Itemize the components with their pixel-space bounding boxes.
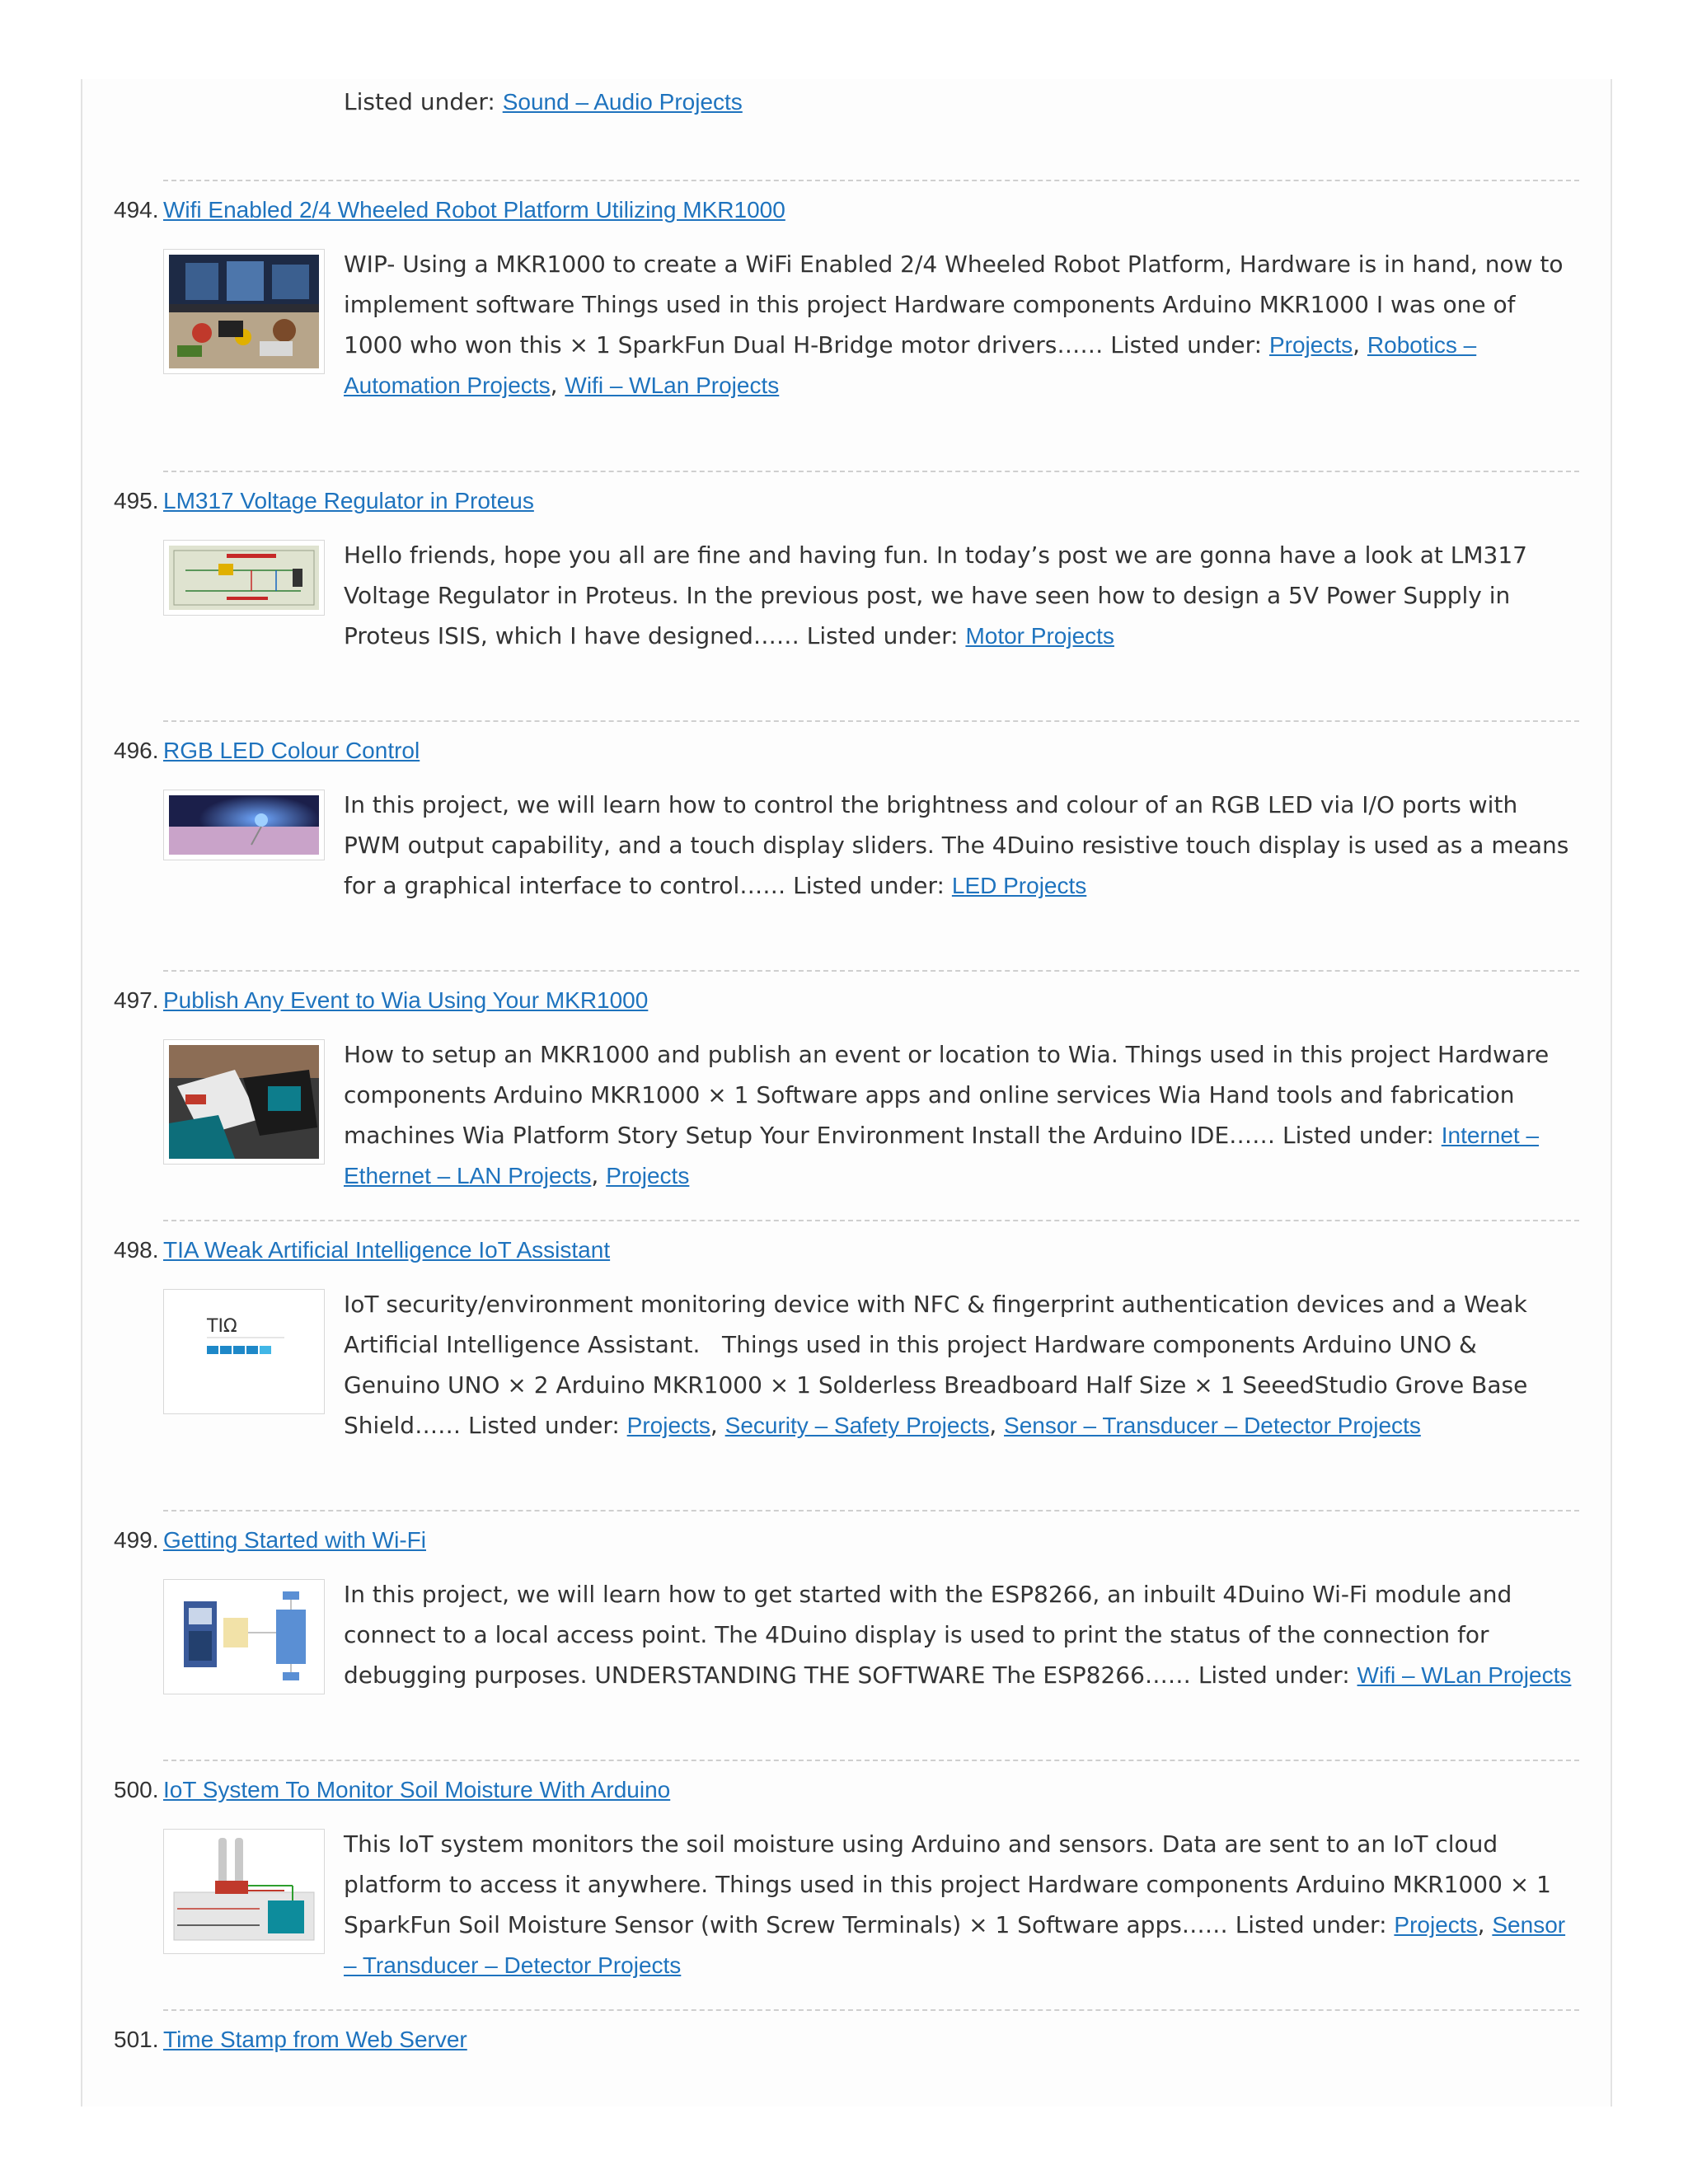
project-description	[344, 785, 1580, 906]
category-link-projects[interactable]: Projects	[1268, 332, 1353, 358]
project-number: 500.	[114, 1777, 159, 1802]
project-title-link[interactable]: RGB LED Colour Control	[163, 738, 420, 763]
description-text: Hello friends, hope you all are fine and having fun. In today’s post we are gonna have a look at LM317 Voltage Regulator in Proteus. In the previous post, we have seen how to design a 5V Power Supply in Proteus ISIS, which I have designed…… Listed under:	[344, 541, 1527, 649]
separator	[163, 1510, 1579, 1511]
rgb-led-photo-image	[169, 795, 319, 855]
category-link-motor[interactable]: Motor Projects	[965, 623, 1114, 649]
category-link-wifi-wlan[interactable]: Wifi – WLan Projects	[565, 373, 780, 398]
project-thumbnail[interactable]	[163, 1289, 325, 1414]
project-description: How to setup an MKR1000 and publish an event or location to Wia. Things used in this project Hardware components Arduino MKR1000 × 1 Software apps and online services Wia Hand tools and fabrication machines Wia Platform Story Setup Your Environment Install the Arduino IDE…… Listed under: Internet – Ethernet – LAN Projects, Projects	[344, 1041, 1550, 1189]
project-description: IoT security/environment monitoring device with NFC & fingerprint authentication devices and a Weak Artificial Intelligence Assistant. Things used in this project Hardware components Arduino UNO & Genuino UNO × 2 Arduino MKR1000 × 1 Solderless Breadboard Half Size × 1 SeeedStudio Grove Base Shield…… Listed under: Projects, Security – Safety Projects, Sensor – Transducer – Detector Projects	[344, 1291, 1536, 1439]
project-thumbnail[interactable]	[163, 540, 325, 616]
category-link-wifi-wlan[interactable]: Wifi – WLan Projects	[1357, 1662, 1572, 1688]
project-title-link[interactable]: Wifi Enabled 2/4 Wheeled Robot Platform Utilizing MKR1000	[163, 197, 785, 223]
listed-under-label: Listed under:	[344, 88, 503, 115]
project-thumbnail[interactable]	[163, 1039, 325, 1165]
separator	[163, 471, 1579, 472]
project-title-link[interactable]: Time Stamp from Web Server	[163, 2027, 467, 2052]
project-description: WIP- Using a MKR1000 to create a WiFi Enabled 2/4 Wheeled Robot Platform, Hardware is in hand, now to implement software Things used in this project Hardware components Arduino MKR1000 I was one of 1000 who won this × 1 SparkFun Dual H-Bridge motor drivers…… Listed under: Projects, Robotics – Automation Projects, Wifi – WLan Projects	[344, 251, 1564, 399]
project-number: 497.	[114, 987, 159, 1013]
soil-moisture-breadboard-image	[169, 1835, 319, 1948]
description-text: In this project, we will learn how to get started with the ESP8266, an inbuilt 4Duino Wi-Fi module and connect to a local access point. The 4Duino display is used to print the status of the connection for debugging purposes. UNDERSTANDING THE SOFTWARE The ESP8266…… Listed under:	[344, 1581, 1512, 1689]
category-link-sensor-transducer-detector[interactable]: Sensor – Transducer – Detector Projects	[1004, 1413, 1421, 1438]
project-title-link[interactable]: Publish Any Event to Wia Using Your MKR1000	[163, 987, 649, 1013]
category-link-projects[interactable]: Projects	[1394, 1912, 1478, 1938]
wifi-diagram-image	[169, 1585, 319, 1689]
mkr1000-boards-image	[169, 1045, 319, 1159]
project-description	[344, 1574, 1580, 1695]
tia-logo-text: TIΩ	[207, 1316, 237, 1337]
project-description	[344, 535, 1580, 656]
project-number: 496.	[114, 738, 159, 763]
separator	[163, 1760, 1579, 1761]
category-link-led[interactable]: LED Projects	[951, 873, 1087, 898]
project-thumbnail[interactable]	[163, 1829, 325, 1954]
project-title-link[interactable]: IoT System To Monitor Soil Moisture With Arduino	[163, 1777, 671, 1802]
project-number: 495.	[114, 488, 159, 513]
project-number: 499.	[114, 1527, 159, 1553]
listed-under-top	[344, 86, 743, 119]
project-title-link[interactable]: Getting Started with Wi-Fi	[163, 1527, 426, 1553]
tia-logo-image	[169, 1295, 319, 1408]
project-title-link[interactable]: TIA Weak Artificial Intelligence IoT Assistant	[163, 1237, 611, 1263]
project-description: This IoT system monitors the soil moisture using Arduino and sensors. Data are sent to an IoT cloud platform to access it anywhere. Things used in this project Hardware components Arduino MKR1000 × 1 SparkFun Soil Moisture Sensor (with Screw Terminals) × 1 Software apps…… Listed under: Projects, Sensor – Transducer – Detector Projects	[344, 1830, 1566, 1978]
circuit-schematic-image	[169, 546, 319, 610]
description-text: How to setup an MKR1000 and publish an event or location to Wia. Things used in this project Hardware components Arduino MKR1000 × 1 Software apps and online services Wia Hand tools and fabrication machines Wia Platform Story Setup Your Environment Install the Arduino IDE…… Listed under:	[344, 1041, 1550, 1149]
separator	[163, 180, 1579, 181]
project-thumbnail[interactable]	[163, 1579, 325, 1694]
project-number: 501.	[114, 2027, 159, 2052]
category-link-internet-ethernet-lan[interactable]: Internet – Ethernet – LAN Projects	[344, 1122, 1540, 1188]
description-text: IoT security/environment monitoring device with NFC & fingerprint authentication devices and a Weak Artificial Intelligence Assistant. Things used in this project Hardware components Arduino UNO & Genuino UNO × 2 Arduino MKR1000 × 1 Solderless Breadboard Half Size × 1 SeeedStudio Grove Base Shield…… Listed under:	[344, 1291, 1536, 1439]
project-thumbnail[interactable]	[163, 249, 325, 374]
project-number: 494.	[114, 197, 159, 223]
project-title-link[interactable]: LM317 Voltage Regulator in Proteus	[163, 488, 534, 513]
separator	[163, 720, 1579, 722]
separator	[163, 2009, 1579, 2011]
robot-photo-image	[169, 255, 319, 368]
description-text: In this project, we will learn how to control the brightness and colour of an RGB LED via I/O ports with PWM output capability, and a touch display sliders. The 4Duino resistive touch display is used as a means for a graphical interface to control…… Listed under:	[344, 791, 1569, 899]
description-text: This IoT system monitors the soil moisture using Arduino and sensors. Data are sent to an IoT cloud platform to access it anywhere. Things used in this project Hardware components Arduino MKR1000 × 1 SparkFun Soil Moisture Sensor (with Screw Terminals) × 1 Software apps…… Listed under:	[344, 1830, 1551, 1938]
project-number: 498.	[114, 1237, 159, 1263]
category-link-sensor-transducer-detector[interactable]: Sensor – Transducer – Detector Projects	[344, 1912, 1566, 1978]
category-link-security-safety[interactable]: Security – Safety Projects	[724, 1413, 990, 1438]
separator	[163, 970, 1579, 972]
category-link-projects[interactable]: Projects	[626, 1413, 710, 1438]
separator	[163, 1220, 1579, 1221]
project-thumbnail[interactable]	[163, 790, 325, 860]
category-link-sound-audio[interactable]: Sound – Audio Projects	[502, 89, 743, 115]
category-link-projects[interactable]: Projects	[606, 1163, 690, 1188]
category-link-robotics-automation[interactable]: Robotics – Automation Projects	[344, 332, 1477, 398]
description-text: WIP- Using a MKR1000 to create a WiFi Enabled 2/4 Wheeled Robot Platform, Hardware is in hand, now to implement software Things used in this project Hardware components Arduino MKR1000 I was one of 1000 who won this × 1 SparkFun Dual H-Bridge motor drivers…… Listed under:	[344, 251, 1564, 359]
